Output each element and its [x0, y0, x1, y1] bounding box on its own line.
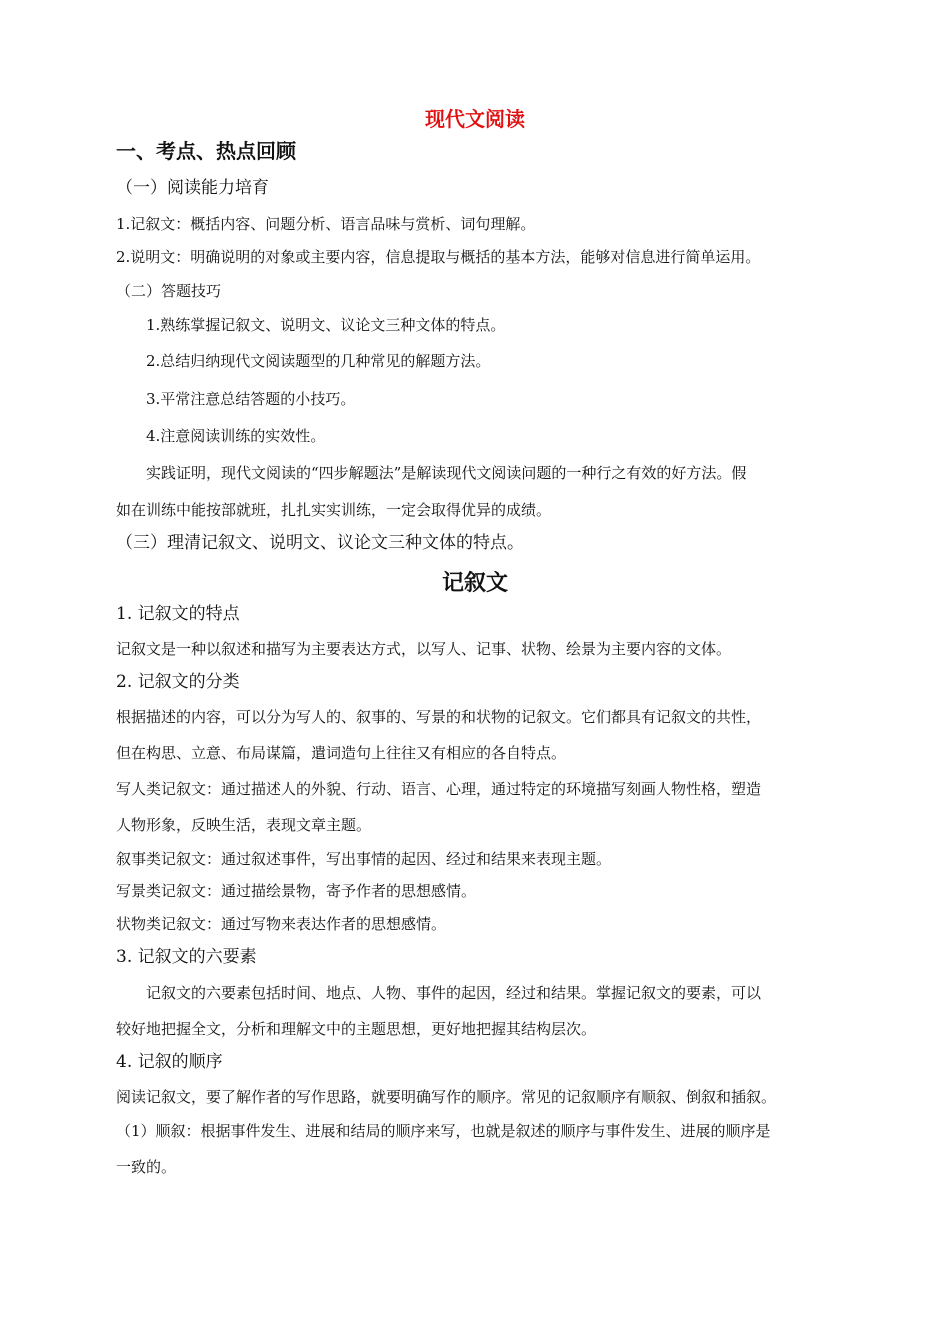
paragraph-line: 人物形象，反映生活，表现文章主题。 — [116, 816, 372, 834]
subsection-heading-2: （二）答题技巧 — [116, 282, 222, 300]
paragraph-line: 阅读记叙文，要了解作者的写作思路，就要明确写作的顺序。常见的记叙顺序有顺叙、倒叙和插叙。 — [116, 1088, 777, 1106]
paragraph-line: 写人类记叙文：通过描述人的外貌、行动、语言、心理，通过特定的环境描写刻画人物性格，塑造 — [116, 780, 762, 798]
paragraph-line: 写景类记叙文：通过描绘景物，寄予作者的思想感情。 — [116, 882, 477, 900]
narrative-subheading-4: 4. 记叙的顺序 — [116, 1052, 223, 1072]
narrative-subheading-2: 2. 记叙文的分类 — [116, 672, 240, 692]
paragraph-line: 状物类记叙文：通过写物来表达作者的思想感情。 — [116, 915, 447, 933]
narrative-subheading-3: 3. 记叙文的六要素 — [116, 947, 257, 967]
list-item: 2.总结归纳现代文阅读题型的几种常见的解题方法。 — [146, 352, 491, 370]
paragraph-line: （1）顺叙：根据事件发生、进展和结局的顺序来写，也就是叙述的顺序与事件发生、进展的顺序是 — [116, 1122, 771, 1140]
list-item: 1.熟练掌握记叙文、说明文、议论文三种文体的特点。 — [146, 316, 506, 334]
paragraph-line: 根据描述的内容，可以分为写人的、叙事的、写景的和状物的记叙文。它们都具有记叙文的共性， — [116, 708, 762, 726]
list-item: 3.平常注意总结答题的小技巧。 — [146, 390, 356, 408]
paragraph-line: 一致的。 — [116, 1158, 177, 1176]
paragraph-line: 较好地把握全文，分析和理解文中的主题思想，更好地把握其结构层次。 — [116, 1020, 597, 1038]
list-item: 4.注意阅读训练的实效性。 — [146, 427, 326, 445]
paragraph-line: 实践证明，现代文阅读的“四步解题法”是解读现代文阅读问题的一种行之有效的好方法。假 — [146, 464, 747, 482]
subsection-heading-3: （三）理清记叙文、说明文、议论文三种文体的特点。 — [116, 533, 524, 553]
paragraph-line: 如在训练中能按部就班，扎扎实实训练，一定会取得优异的成绩。 — [116, 501, 552, 519]
document-title: 现代文阅读 — [425, 107, 525, 131]
section-heading-1: 一、考点、热点回顾 — [116, 139, 296, 163]
paragraph-line: 1.记叙文：概括内容、问题分析、语言品味与赏析、词句理解。 — [116, 215, 536, 233]
paragraph-line: 但在构思、立意、布局谋篇，遣词造句上往往又有相应的各自特点。 — [116, 744, 567, 762]
paragraph-line: 2.说明文：明确说明的对象或主要内容，信息提取与概括的基本方法，能够对信息进行简单运用。 — [116, 248, 761, 266]
paragraph-line: 记叙文是一种以叙述和描写为主要表达方式，以写人、记事、状物、绘景为主要内容的文体。 — [116, 640, 732, 658]
narrative-heading: 记叙文 — [441, 571, 508, 596]
paragraph-line: 记叙文的六要素包括时间、地点、人物、事件的起因，经过和结果。掌握记叙文的要素，可以 — [146, 984, 762, 1002]
subsection-heading-1: （一）阅读能力培育 — [116, 178, 269, 198]
paragraph-line: 叙事类记叙文：通过叙述事件，写出事情的起因、经过和结果来表现主题。 — [116, 850, 612, 868]
narrative-subheading-1: 1. 记叙文的特点 — [116, 604, 240, 624]
